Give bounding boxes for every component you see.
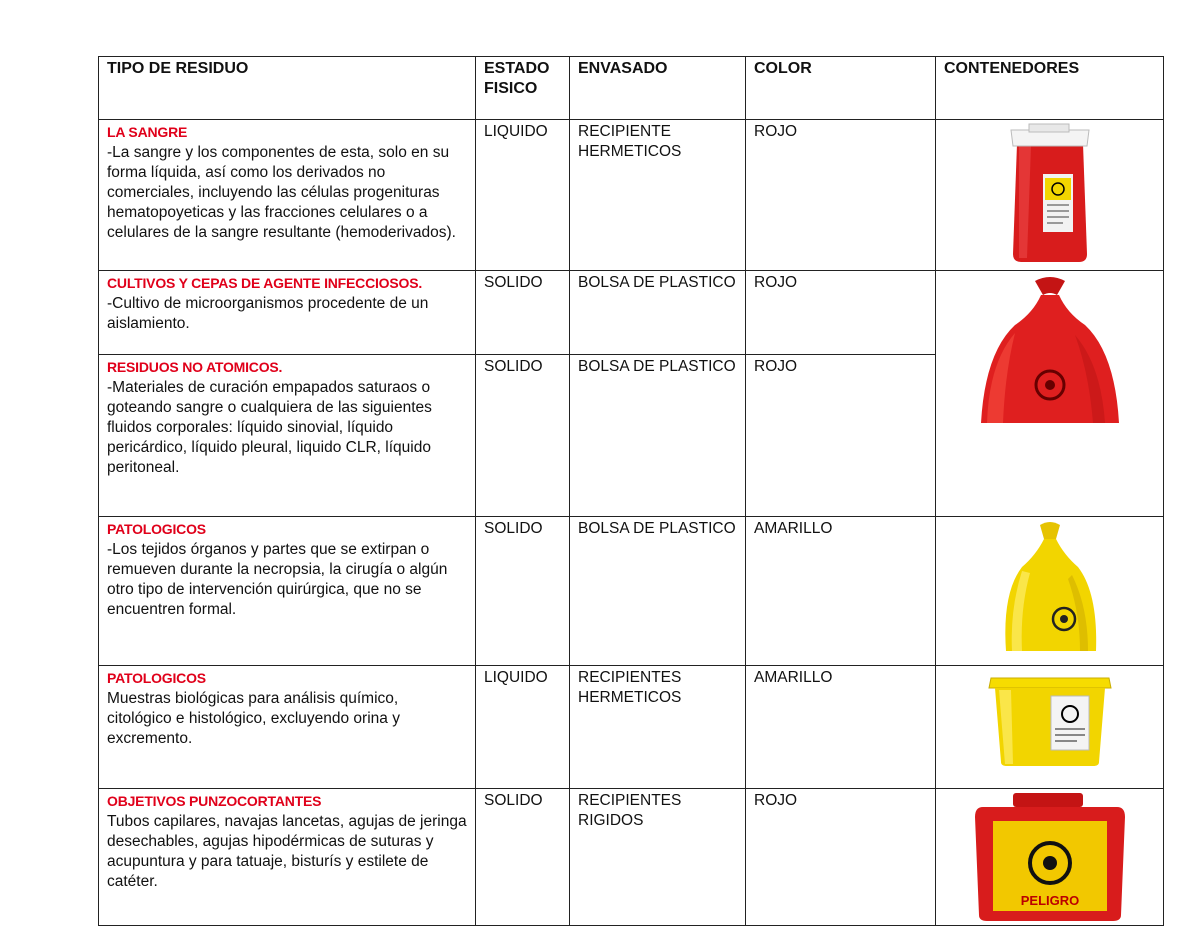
tipo-cell bbox=[99, 355, 476, 517]
row-description: -Materiales de curación empapados saturaos o goteando sangre o cualquiera de las siguientes fluidos corporales: líquido sinovial, líquido pericárdico, líquido pleural, liquido CLR, líquido peritoneal. bbox=[107, 379, 432, 476]
color-cell: ROJO bbox=[746, 271, 936, 355]
tipo-cell bbox=[99, 271, 476, 355]
estado-cell: LIQUIDO bbox=[476, 120, 570, 271]
container-cell bbox=[936, 120, 1164, 271]
red-biohazard-bag-icon bbox=[975, 273, 1125, 433]
header-envasado: ENVASADO bbox=[570, 57, 746, 120]
row-title: LA SANGRE bbox=[107, 124, 188, 140]
row-description: -Los tejidos órganos y partes que se extirpan o remueven durante la necropsia, la cirugía o algún otro tipo de intervención quirúrgica, que no se encuentren formal. bbox=[107, 541, 448, 618]
envasado-cell: BOLSA DE PLASTICO bbox=[570, 355, 746, 517]
row-title: OBJETIVOS PUNZOCORTANTES bbox=[107, 793, 322, 809]
tipo-cell bbox=[99, 517, 476, 666]
table-row bbox=[99, 271, 1164, 355]
tipo-cell bbox=[99, 789, 476, 926]
row-description: -Cultivo de microorganismos procedente de un aislamiento. bbox=[107, 295, 429, 332]
row-description: -La sangre y los componentes de esta, solo en su forma líquida, así como los derivados no comerciales, incluyendo las células progenituras hematopoyeticas y las fracciones celulares o a celulares de la sangre resultante (hemoderivados). bbox=[107, 144, 456, 241]
estado-cell: LIQUIDO bbox=[476, 666, 570, 789]
envasado-cell: RECIPIENTES RIGIDOS bbox=[570, 789, 746, 926]
yellow-biohazard-bag-icon bbox=[1000, 519, 1100, 659]
color-cell: ROJO bbox=[746, 355, 936, 517]
table-row bbox=[99, 789, 1164, 926]
row-title: PATOLOGICOS bbox=[107, 521, 206, 537]
waste-classification-table bbox=[98, 56, 1164, 926]
red-rigid-container-icon bbox=[973, 791, 1127, 923]
table-row bbox=[99, 517, 1164, 666]
container-cell bbox=[936, 517, 1164, 666]
envasado-cell: BOLSA DE PLASTICO bbox=[570, 517, 746, 666]
container-label: PELIGRO bbox=[1020, 893, 1079, 908]
header-color: COLOR bbox=[746, 57, 936, 120]
estado-cell: SOLIDO bbox=[476, 517, 570, 666]
estado-cell: SOLIDO bbox=[476, 789, 570, 926]
envasado-cell: RECIPIENTES HERMETICOS bbox=[570, 666, 746, 789]
red-sharps-container-icon bbox=[1007, 122, 1093, 264]
table-row bbox=[99, 120, 1164, 271]
header-estado: ESTADO FISICO bbox=[476, 57, 570, 120]
estado-cell: SOLIDO bbox=[476, 355, 570, 517]
color-cell: AMARILLO bbox=[746, 666, 936, 789]
color-cell: AMARILLO bbox=[746, 517, 936, 666]
header-tipo: TIPO DE RESIDUO bbox=[99, 57, 476, 120]
row-title: PATOLOGICOS bbox=[107, 670, 206, 686]
tipo-cell bbox=[99, 666, 476, 789]
row-title: CULTIVOS Y CEPAS DE AGENTE INFECCIOSOS. bbox=[107, 275, 423, 291]
container-cell bbox=[936, 666, 1164, 789]
table-row bbox=[99, 666, 1164, 789]
header-row bbox=[99, 57, 1164, 120]
tipo-cell bbox=[99, 120, 476, 271]
row-description: Muestras biológicas para análisis químico, citológico e histológico, excluyendo orina y excremento. bbox=[107, 690, 400, 747]
row-description: Tubos capilares, navajas lancetas, agujas de jeringa desechables, agujas hipodérmicas de suturas y acupuntura y para tatuaje, bisturís y estilete de catéter. bbox=[107, 813, 467, 890]
color-cell: ROJO bbox=[746, 789, 936, 926]
envasado-cell: RECIPIENTE HERMETICOS bbox=[570, 120, 746, 271]
yellow-sharps-container-icon bbox=[985, 668, 1115, 768]
estado-cell: SOLIDO bbox=[476, 271, 570, 355]
envasado-cell: BOLSA DE PLASTICO bbox=[570, 271, 746, 355]
row-title: RESIDUOS NO ATOMICOS. bbox=[107, 359, 283, 375]
color-cell: ROJO bbox=[746, 120, 936, 271]
container-cell bbox=[936, 271, 1164, 517]
container-cell bbox=[936, 789, 1164, 926]
header-contenedores: CONTENEDORES bbox=[936, 57, 1164, 120]
